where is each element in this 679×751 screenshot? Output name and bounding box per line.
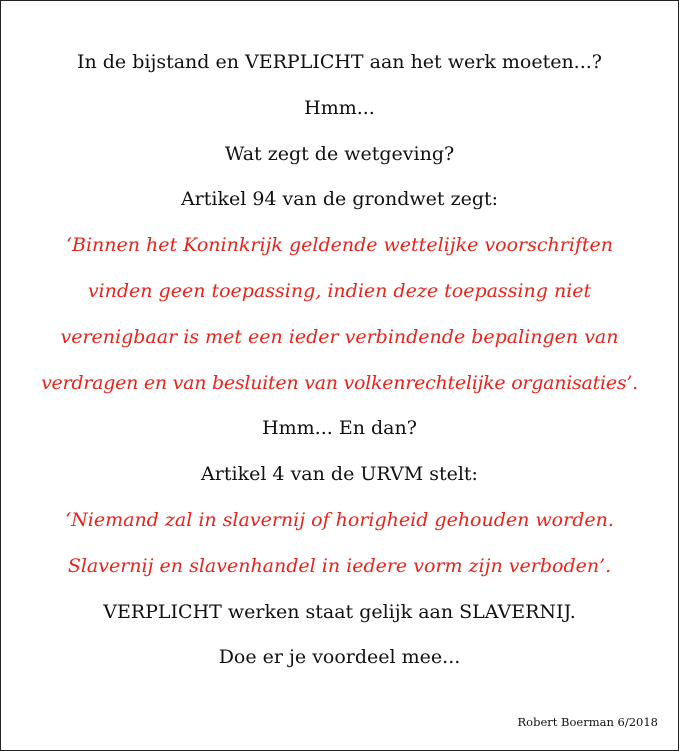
quote-artikel-4-line-2: Slavernij en slavenhandel in iedere vorm zijn verboden’. (67, 554, 612, 577)
line-conclusion: VERPLICHT werken staat gelijk aan SLAVERNIJ. (103, 600, 576, 623)
quote-artikel-94-line-3: verenigbaar is met een ieder verbindende bepalingen van (60, 325, 619, 348)
quote-artikel-94-line-4: verdragen en van besluiten van volkenrechtelijke organisaties’. (41, 371, 638, 394)
quote-artikel-94-line-1: ‘Binnen het Koninkrijk geldende wettelijke voorschriften (65, 234, 614, 257)
line-wetgeving-question: Wat zegt de wetgeving? (224, 142, 455, 165)
text-body (1, 40, 678, 681)
quote-artikel-4-line-1: ‘Niemand zal in slavernij of horigheid gehouden worden. (65, 508, 614, 531)
quote-artikel-94-line-2: vinden geen toepassing, indien deze toepassing niet (87, 279, 592, 302)
signature: Robert Boerman 6/2018 (517, 715, 658, 729)
line-artikel-4-intro: Artikel 4 van de URVM stelt: (201, 463, 478, 486)
line-closing: Doe er je voordeel mee... (218, 646, 461, 669)
line-artikel-94-intro: Artikel 94 van de grondwet zegt: (180, 188, 499, 211)
line-hmm-en-dan: Hmm... En dan? (262, 417, 417, 440)
line-intro-question: In de bijstand en VERPLICHT aan het werk moeten...? (76, 51, 602, 73)
line-hmm: Hmm... (304, 96, 375, 119)
